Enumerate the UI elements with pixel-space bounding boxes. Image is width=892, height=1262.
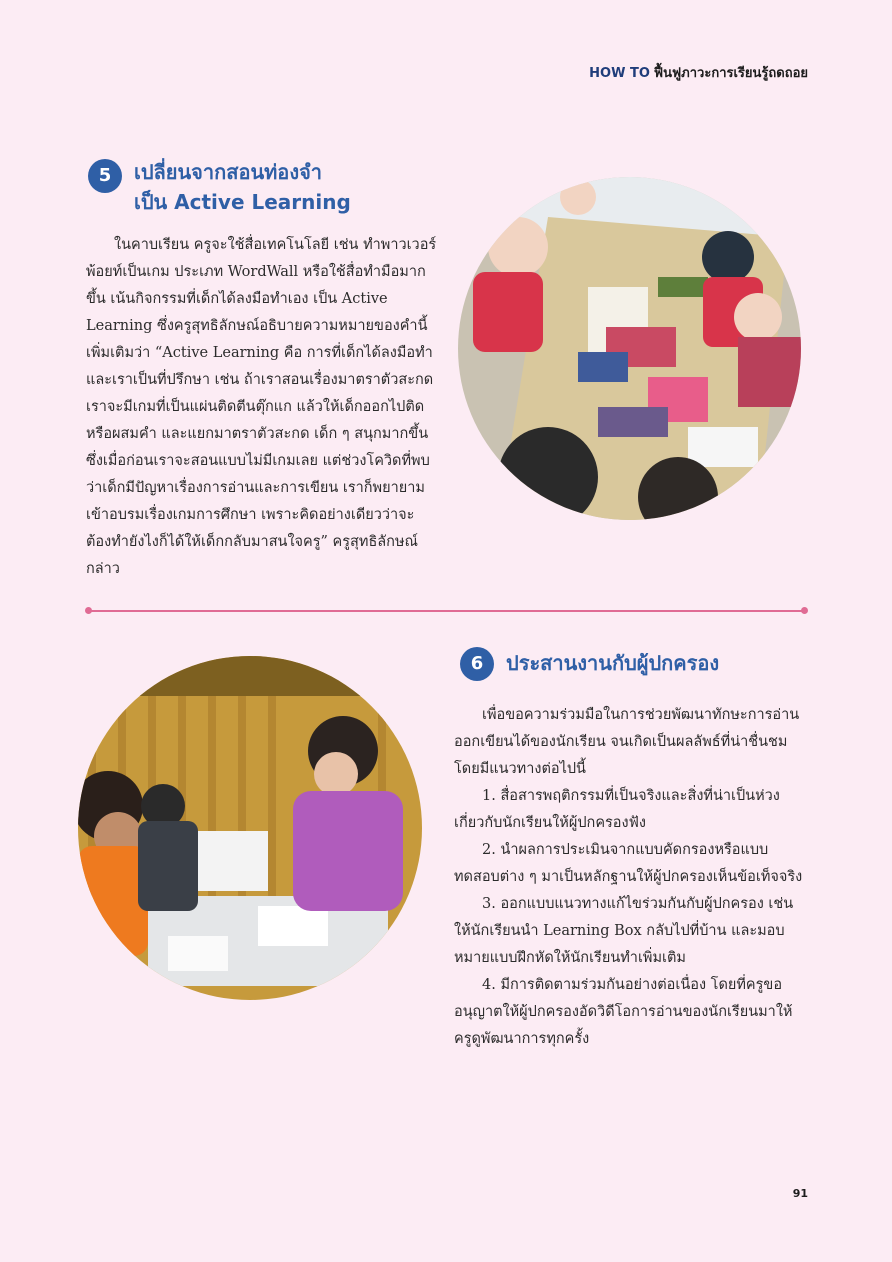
divider-dot <box>85 607 92 614</box>
parent-meeting-photo <box>78 656 422 1000</box>
page-number: 91 <box>792 1187 808 1200</box>
section-body <box>454 702 808 1053</box>
intro-paragraph: เพื่อขอความร่วมมือในการช่วยพัฒนาทักษะการอ่านออกเขียนได้ของนักเรียน จนเกิดเป็นผลลัพธ์ที่น่าชื่นชม โดยมีแนวทางต่อไปนี้ <box>454 707 800 777</box>
section-title-line: เป็น Active Learning <box>134 190 351 214</box>
classroom-photo <box>458 177 801 520</box>
section-number-badge: 6 <box>460 647 494 681</box>
section-title <box>134 157 351 217</box>
section-body <box>86 232 438 583</box>
divider-dot <box>801 607 808 614</box>
list-item: 1. สื่อสารพฤติกรรมที่เป็นจริงและสิ่งที่น่าเป็นห่วงเกี่ยวกับนักเรียนให้ผู้ปกครองฟัง <box>454 788 780 831</box>
running-head-label: HOW TO <box>589 66 650 81</box>
list-item: 3. ออกแบบแนวทางแก้ไขร่วมกันกับผู้ปกครอง เช่น ให้นักเรียนนำ Learning Box กลับไปที่บ้าน และมอบหมายแบบฝึกหัดให้นักเรียนทำเพิ่มเติม <box>454 896 794 966</box>
section-title-line: เปลี่ยนจากสอนท่องจำ <box>134 160 323 184</box>
section-number-badge: 5 <box>88 159 122 193</box>
running-head-title: ฟื้นฟูภาวะการเรียนรู้ถดถอย <box>653 66 808 81</box>
section-divider <box>88 610 804 612</box>
list-item: 4. มีการติดตามร่วมกันอย่างต่อเนื่อง โดยที่ครูขออนุญาตให้ผู้ปกครองอัดวิดีโอการอ่านของนักเรียนมาให้ครูดูพัฒนาการทุกครั้ง <box>454 977 793 1047</box>
section-title: ประสานงานกับผู้ปกครอง <box>506 651 720 675</box>
running-head <box>589 62 808 83</box>
list-item: 2. นำผลการประเมินจากแบบคัดกรองหรือแบบทดสอบต่าง ๆ มาเป็นหลักฐานให้ผู้ปกครองเห็นข้อเท็จจริง <box>454 842 803 885</box>
body-paragraph: ในคาบเรียน ครูจะใช้สื่อเทคโนโลยี เช่น ทำพาวเวอร์พ้อยท์เป็นเกม ประเภท WordWall หรือใช้สื่อทำมือมากขึ้น เน้นกิจกรรมที่เด็กได้ลงมือทำเอง เป็น Active Learning ซึ่งครูสุทธิลักษณ์อธิบายความหมายของคำนี้เพิ่มเติมว่า “Active Learning คือ การที่เด็กได้ลงมือทำและเราเป็นที่ปรึกษา เช่น ถ้าเราสอนเรื่องมาตราตัวสะกด เราจะมีเกมที่เป็นแผ่นติดตีนตุ๊กแก แล้วให้เด็กออกไปติดหรือผสมคำ และแยกมาตราตัวสะกด เด็ก ๆ สนุกมากขึ้น ซึ่งเมื่อก่อนเราจะสอนแบบไม่มีเกมเลย แต่ช่วงโควิดที่พบว่าเด็กมีปัญหาเรื่องการอ่านและการเขียน เราก็พยายามเข้าอบรมเรื่องเกมการศึกษา เพราะคิดอย่างเดียวว่าจะต้องทำยังไงก็ได้ให้เด็กกลับมาสนใจครู” ครูสุทธิลักษณ์กล่าว <box>86 237 437 577</box>
